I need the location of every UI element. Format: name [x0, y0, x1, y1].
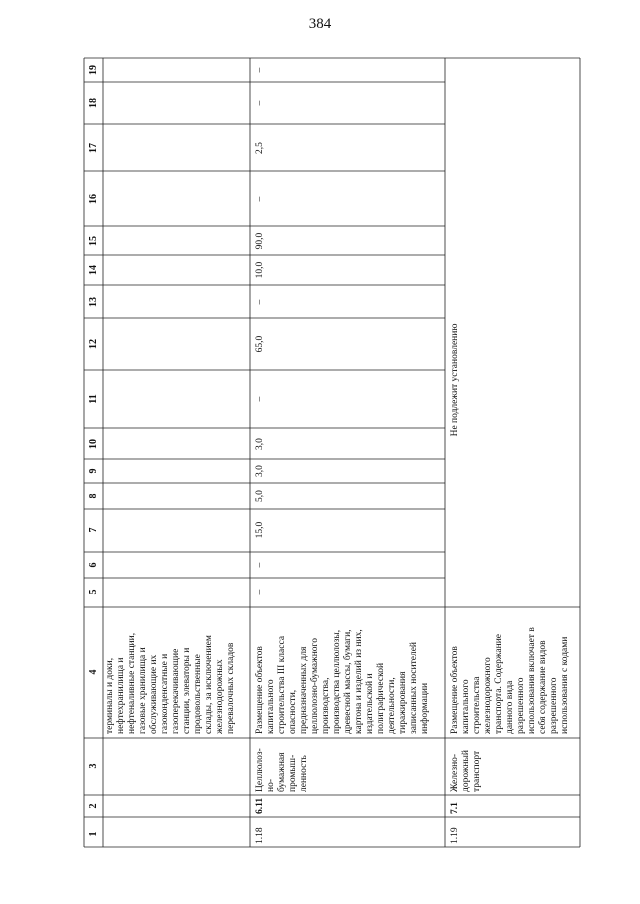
- value-cell: –: [255, 299, 265, 305]
- table-row-1-18: [254, 67, 430, 844]
- desc-line: производства целлюлозы,: [332, 629, 342, 734]
- desc-line: железнодорожного: [483, 657, 493, 734]
- col-header: 16: [88, 194, 99, 204]
- value-cell: 10,0: [255, 261, 265, 279]
- name-line: Железно-: [450, 753, 460, 792]
- col-header: 15: [88, 236, 99, 246]
- value-cell: –: [255, 67, 265, 73]
- desc-line: строительства: [472, 676, 482, 734]
- name-line: бумажная: [277, 752, 287, 792]
- desc-line: разрешенного: [549, 677, 559, 734]
- value-cell: 3,0: [255, 438, 265, 450]
- desc-line: тиражирования: [398, 671, 408, 734]
- desc-line: производства,: [321, 677, 331, 734]
- desc-line: станции, элеваторы и: [182, 647, 192, 734]
- col-header: 4: [88, 669, 99, 675]
- value-cell: –: [255, 100, 265, 106]
- name-line: ленность: [299, 755, 309, 792]
- desc-line: издательской и: [365, 673, 375, 734]
- name-line: транспорт: [472, 750, 482, 792]
- desc-line: капитального: [461, 679, 471, 734]
- col-header: 19: [88, 65, 99, 75]
- col-header: 9: [88, 468, 99, 474]
- col-header: 10: [88, 439, 99, 449]
- name-line: дорожный: [461, 750, 471, 792]
- merged-note: Не подлежит установлению: [450, 323, 460, 437]
- desc-line: перевалочных складов: [226, 642, 236, 734]
- desc-line: разрешенного: [516, 677, 526, 734]
- desc-line: железнодорожных: [215, 659, 225, 734]
- col-header: 6: [88, 562, 99, 568]
- header-numbers: [88, 65, 99, 837]
- value-cell: –: [255, 196, 265, 202]
- row-code: 6.11: [255, 797, 265, 814]
- col-header: 13: [88, 297, 99, 307]
- desc-line: предназначенных для: [299, 646, 309, 734]
- row-code: 7.1: [450, 802, 460, 814]
- desc-line: транспорта. Содержание: [494, 633, 504, 734]
- col-header: 5: [88, 589, 99, 595]
- desc-line: деятельности,: [387, 677, 397, 734]
- desc-line: капитального: [266, 679, 276, 734]
- col-header: 11: [88, 394, 99, 404]
- desc-line: Размещение объектов: [255, 646, 265, 734]
- col-header: 3: [88, 763, 99, 769]
- desc-line: Размещение объектов: [450, 646, 460, 734]
- value-cell: 2,5: [255, 142, 265, 154]
- desc-line: газоконденсатные и: [160, 653, 170, 734]
- col-header: 14: [88, 265, 99, 275]
- value-cell: –: [255, 396, 265, 402]
- desc-line: древесной массы, бумаги,: [343, 629, 353, 734]
- desc-line: газоперекачивающие: [171, 648, 181, 734]
- desc-line: картона и изделий из них,: [354, 629, 364, 734]
- desc-line: нефтехранилища и: [116, 657, 126, 734]
- value-cell: –: [255, 562, 265, 568]
- col-header: 2: [88, 803, 99, 809]
- name-line: но-: [266, 779, 276, 792]
- desc-line: целлюлозно-бумажного: [310, 638, 320, 734]
- value-cell: 15,0: [255, 521, 265, 539]
- value-cell: –: [255, 589, 265, 595]
- desc-line: нефтеналивные станции,: [127, 632, 137, 734]
- desc-line: опасности,: [288, 689, 298, 734]
- desc-line: строительства III класса: [277, 635, 287, 734]
- continuation-description: [105, 633, 236, 735]
- desc-line: себя содержание видов: [538, 640, 548, 734]
- col-header: 18: [88, 98, 99, 108]
- value-cell: 5,0: [255, 490, 265, 502]
- col-header: 7: [88, 527, 99, 533]
- row-number: 1.19: [450, 827, 460, 844]
- desc-line: обслуживающие их: [149, 654, 159, 734]
- desc-line: использования с кодами: [560, 636, 570, 734]
- name-line: Целлюлоз-: [255, 748, 265, 792]
- desc-line: продовольственные: [193, 654, 203, 734]
- desc-line: полиграфической: [376, 662, 386, 734]
- desc-line: данного вида: [505, 680, 515, 734]
- desc-line: терминалы и доки,: [105, 657, 115, 734]
- page-number: 384: [308, 16, 332, 32]
- table-row-1-19: [449, 324, 570, 844]
- name-line: промыш-: [288, 754, 298, 792]
- col-header: 17: [88, 143, 99, 153]
- row-number: 1.18: [255, 827, 265, 844]
- value-cell: 90,0: [255, 232, 265, 250]
- value-cell: 3,0: [255, 465, 265, 477]
- value-cell: 65,0: [255, 335, 265, 353]
- col-header: 1: [88, 831, 99, 837]
- col-header: 12: [88, 339, 99, 349]
- desc-line: информации: [420, 682, 430, 734]
- desc-line: газовые хранилища и: [138, 647, 148, 734]
- desc-line: использования включает в: [527, 627, 537, 734]
- desc-line: записанных носителей: [409, 641, 419, 734]
- col-header: 8: [88, 493, 99, 499]
- desc-line: склады, за исключением: [204, 635, 214, 734]
